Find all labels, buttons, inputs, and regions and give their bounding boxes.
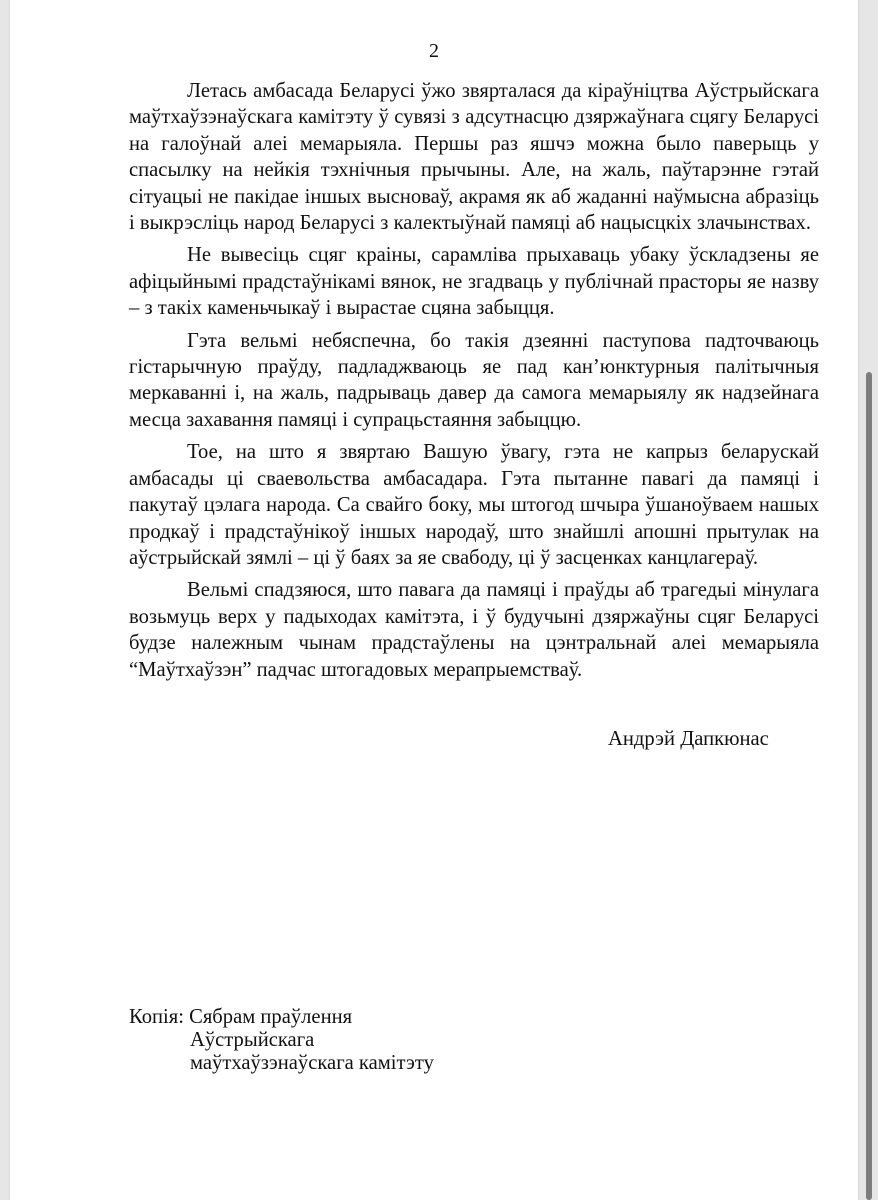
copy-line-2: Аўстрыйскага <box>190 1029 315 1051</box>
paragraph-2: Не вывесіць сцяг краіны, сарамліва прыхаваць убаку ўскладзены яе афіцыйнымі прадстаўнікамі вянок, не згадваць у публічнай прасторы яе назву – з такіх каменьчыкаў і вырастае сцяна забыцця. <box>129 244 819 320</box>
signature-name: Андрэй Дапкюнас <box>608 728 769 750</box>
page-number: 2 <box>429 40 439 62</box>
document-page <box>10 0 858 1200</box>
copy-recipients <box>129 1006 434 1075</box>
copy-line-1: Копія: Сябрам праўлення <box>129 1006 353 1028</box>
vertical-scrollbar[interactable] <box>866 372 872 1200</box>
paragraph-5: Вельмі спадзяюся, што павага да памяці і праўды аб трагедыі мінулага возьмуць верх у падыходах камітэта, і ў будучыні дзяржаўны сцяг Беларусі будзе належным чынам прадстаўлены на цэнтральнай алеі мемарыяла “Маўтхаўзэн” падчас штогадовых мерапрыемстваў. <box>129 579 819 681</box>
paragraph-4: Тое, на што я звяртаю Вашую ўвагу, гэта не капрыз беларускай амбасады ці сваевольства амбасадара. Гэта пытанне павагі да памяці і пакутаў цэлага народа. Са свайго боку, мы штогод шчыра ўшаноўваем нашых продкаў і прадстаўнікоў іншых народаў, што знайшлі апошні прытулак на аўстрыйскай зямлі – ці ў баях за яе свабоду, ці ў засценках канцлагераў. <box>129 441 819 569</box>
copy-line-3: маўтхаўзэнаўскага камітэту <box>190 1052 434 1074</box>
paragraph-1: Летась амбасада Беларусі ўжо звярталася да кіраўніцтва Аўстрыйскага маўтхаўзэнаўскага камітэту ў сувязі з адсутнасцю дзяржаўнага сцягу Беларусі на галоўнай алеі мемарыяла. Першы раз яшчэ можна было паверыць у спасылку на нейкія тэхнічныя прычыны. Але, на жаль, паўтарэнне гэтай сітуацыі не пакідае іншых высноваў, акрамя як аб жаданні наўмысна абразіць і выкрэсліць народ Беларусі з калектыўнай памяці аб нацысцкіх злачынствах. <box>129 80 819 235</box>
letter-body <box>129 78 819 689</box>
paragraph-3: Гэта вельмі небяспечна, бо такія дзеянні паступова падточваюць гістарычную праўду, падладжваюць яе пад кан’юнктурныя палітычныя меркаванні і, на жаль, падрываць давер да самога мемарыялу як надзейнага месца захавання памяці і супрацьстаяння забыццю. <box>129 329 819 431</box>
